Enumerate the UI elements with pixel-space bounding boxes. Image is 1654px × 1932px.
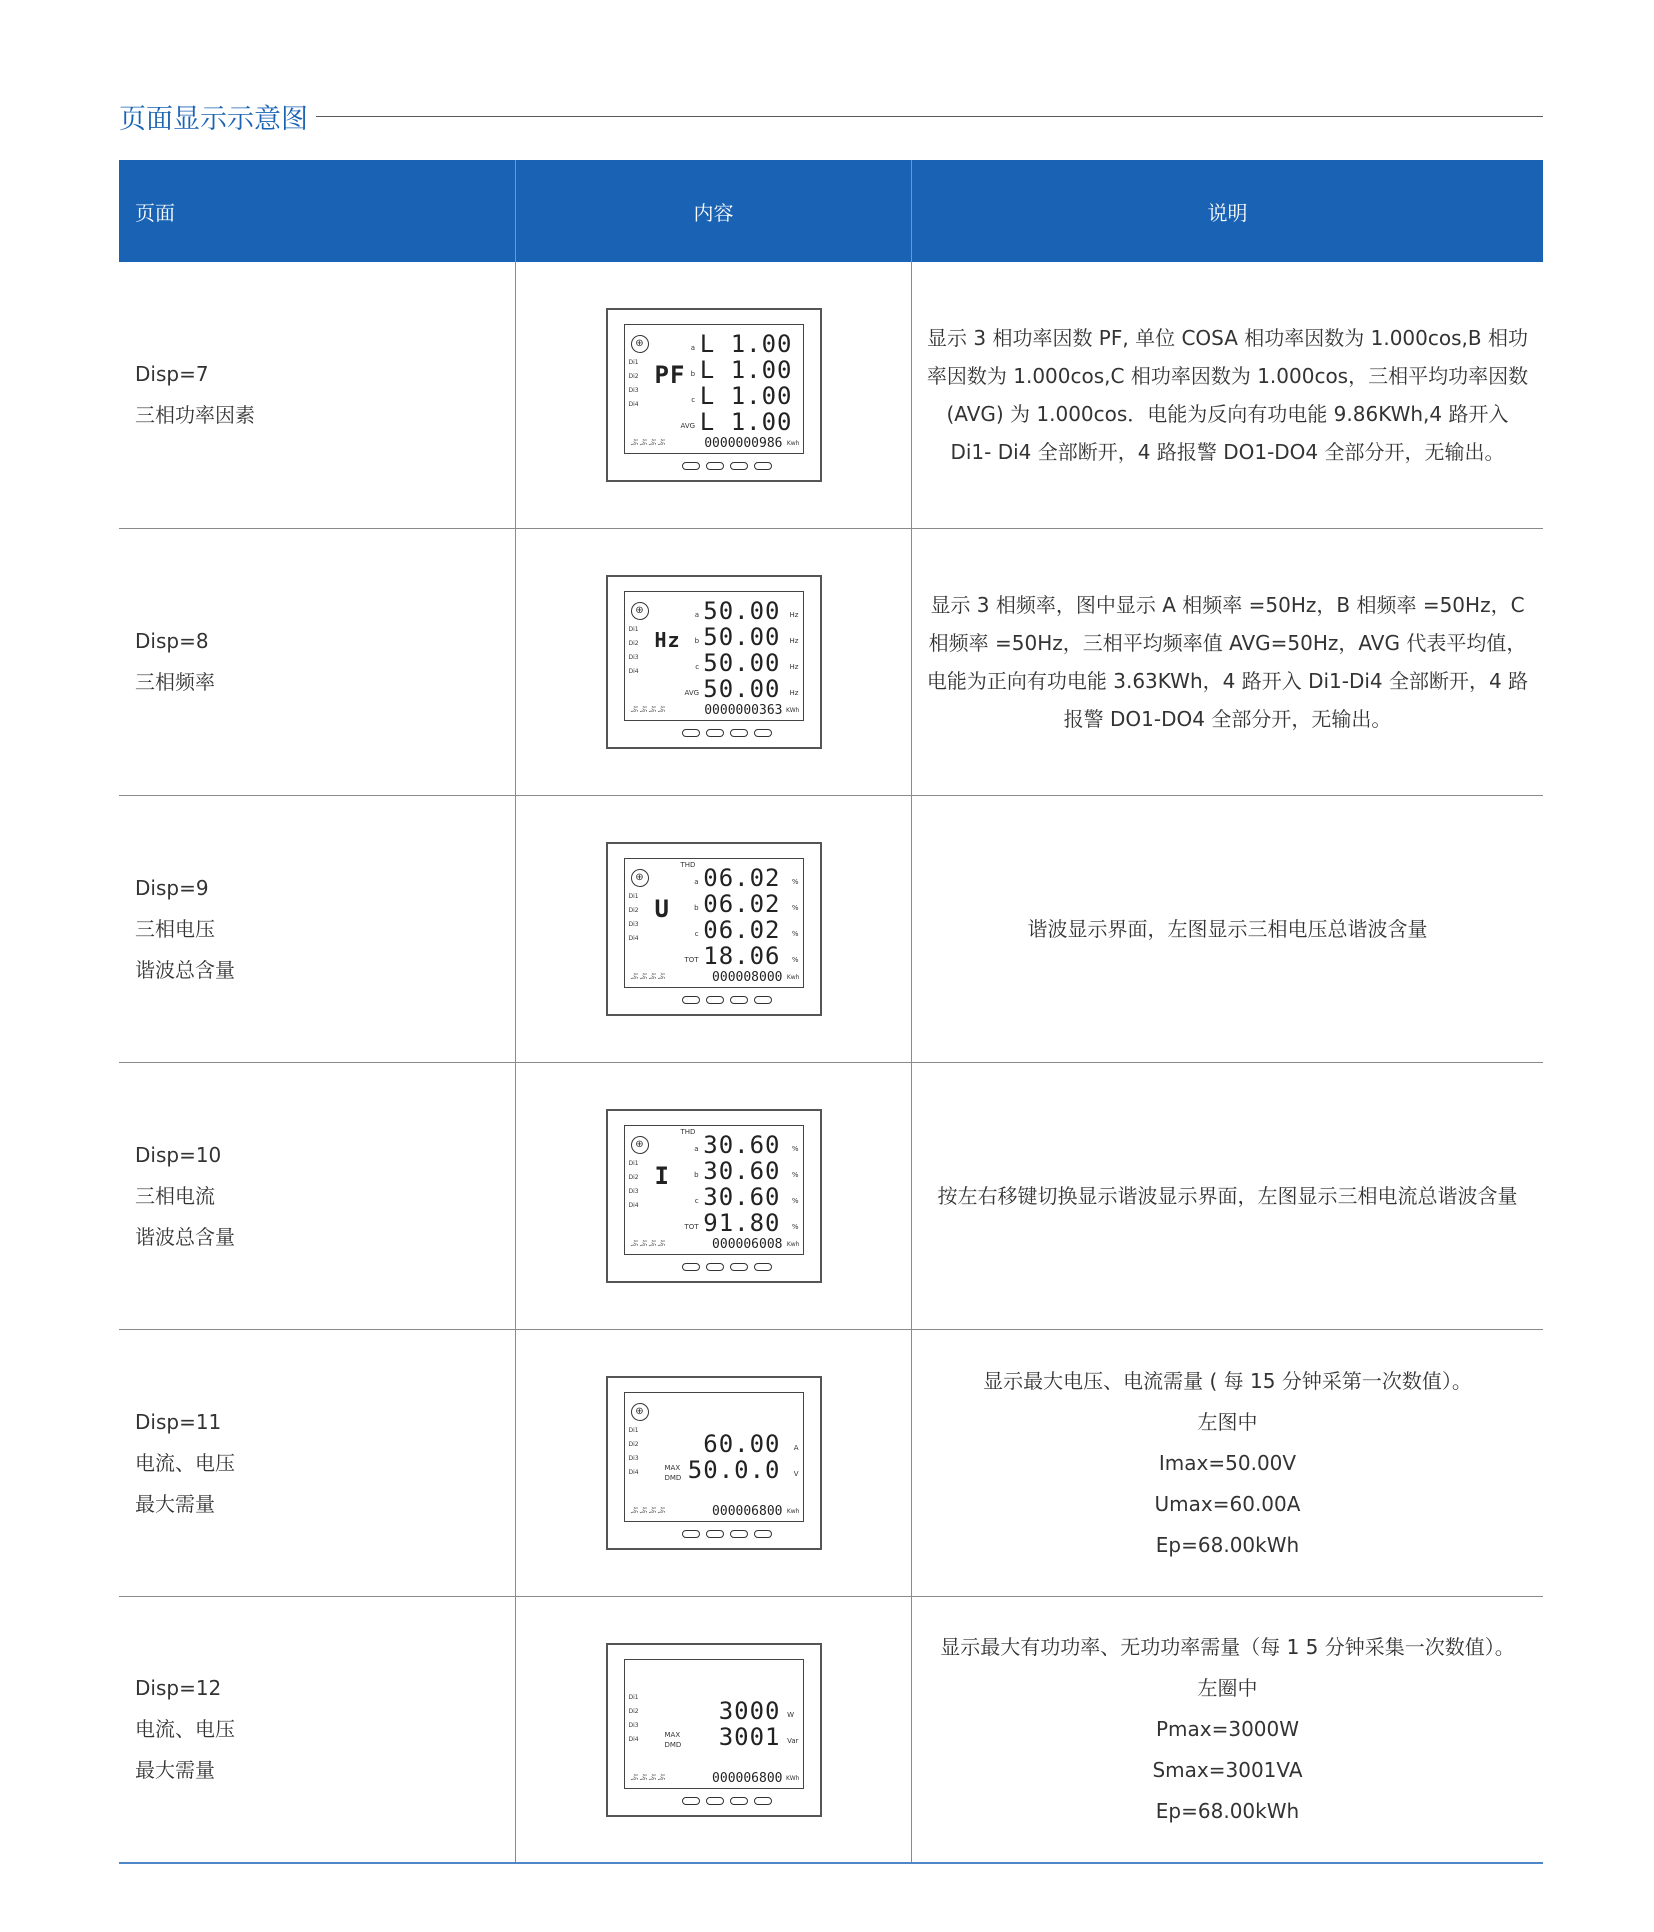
lcd-param: I: [654, 1162, 670, 1190]
lcd-value: 30.60: [703, 1157, 781, 1185]
di-label: Di3: [628, 921, 639, 928]
desc-cell: [911, 262, 1543, 528]
lcd-unit: %: [791, 1171, 799, 1179]
energy-unit: KWh: [786, 1774, 800, 1782]
page-id: Disp=9: [135, 875, 209, 900]
phase-labels: [685, 602, 700, 706]
lcd-screen: [624, 324, 804, 454]
page-cell: [119, 1330, 515, 1596]
left-key[interactable]: [682, 1797, 700, 1805]
description-line: 显示最大有功功率、无功功率需量（每 1 5 分钟采集一次数值）。: [940, 1635, 1515, 1659]
description: 显示 3 相频率，图中显示 A 相频率 =50Hz，B 相频率 =50Hz，C 相频率 =50Hz，三相平均频率值 AVG=50Hz，AVG 代表平均值，电能为正向有功电能 3.63KWh，4 路开入 Di1-Di4 全部断开，4 路报警 DO1-DO4 全部分开，无输出。: [926, 593, 1529, 731]
description-line: Imax=50.00V: [1158, 1450, 1297, 1475]
di-label: Di4: [628, 1469, 639, 1476]
menu-key[interactable]: [730, 1797, 748, 1805]
device-buttons: [682, 1530, 772, 1538]
lcd-value: 50.00: [703, 597, 781, 625]
lcd-unit: W: [787, 1710, 794, 1719]
desc-cell: [911, 529, 1543, 795]
di-label: Di2: [628, 373, 639, 380]
dmd-label: DMD: [664, 1740, 682, 1749]
di-indicators: [629, 359, 639, 408]
menu-key[interactable]: [730, 996, 748, 1004]
lcd-unit: Hz: [789, 663, 799, 671]
page-label: 三相功率因素: [135, 403, 255, 427]
enter-key[interactable]: [754, 729, 772, 737]
lcd-value: 30.60: [703, 1183, 781, 1211]
lcd-value: 06.02: [703, 864, 781, 892]
lcd-param: U: [654, 895, 670, 923]
description: 显示 3 相功率因数 PF, 单位 COSA 相功率因数为 1.000cos,B 相功率因数为 1.000cos,C 相功率因数为 1.000cos，三相平均功率因数 (AVG) 为 1.000cos．电能为反向有功电能 9.86KWh,4 路开入 Di1- Di4 全部断开，4 路报警 DO1-DO4 全部分开，无输出。: [926, 326, 1529, 464]
di-label: Di3: [628, 654, 639, 661]
lcd-unit: %: [791, 904, 799, 912]
do-icons: ぷぷぷぷ: [630, 1506, 667, 1515]
di-label: Di4: [628, 1735, 639, 1743]
table-row: [119, 1597, 1543, 1864]
di-label: Di1: [628, 359, 639, 366]
desc-cell: [911, 1330, 1543, 1596]
di-label: Di1: [628, 1693, 639, 1701]
lcd-energy: 0000000363: [704, 703, 783, 718]
page-id: Disp=11: [135, 1409, 222, 1434]
lcd-unit: %: [791, 878, 799, 886]
lcd-value: 06.02: [703, 890, 781, 918]
phase-labels: [685, 1136, 699, 1240]
lcd-param: Hz: [654, 628, 681, 652]
di-label: Di1: [628, 626, 639, 633]
phase-label: TOT: [684, 1223, 699, 1231]
di-indicators: [629, 1694, 639, 1743]
content-cell: [515, 529, 911, 795]
lcd-value: L 1.00: [699, 330, 793, 358]
content-cell: [515, 262, 911, 528]
page-cell: [119, 796, 515, 1062]
lcd-unit: Hz: [789, 637, 799, 645]
lcd-unit: Var: [787, 1736, 799, 1745]
right-key[interactable]: [706, 1530, 724, 1538]
comm-icon: ⊕: [631, 869, 649, 887]
table-row: [119, 529, 1543, 796]
menu-key[interactable]: [730, 1530, 748, 1538]
right-key[interactable]: [706, 1797, 724, 1805]
lcd-unit: A: [793, 1444, 799, 1452]
description: 按左右移键切换显示谐波显示界面，左图显示三相电流总谐波含量: [937, 1184, 1518, 1208]
description-line: 左圈中: [1197, 1676, 1258, 1700]
lcd-units: [794, 1435, 799, 1487]
phase-labels: [685, 869, 699, 973]
di-indicators: [629, 893, 639, 942]
max-label: MAX: [664, 1464, 681, 1472]
lcd-value: 3001: [718, 1722, 781, 1751]
menu-key[interactable]: [730, 1263, 748, 1271]
energy-unit: KWh: [786, 707, 800, 714]
left-key[interactable]: [682, 1263, 700, 1271]
lcd-unit: %: [791, 956, 799, 964]
enter-key[interactable]: [754, 1797, 772, 1805]
lcd-device: [606, 575, 822, 749]
page-label: 谐波总含量: [135, 1224, 235, 1249]
table-row: [119, 262, 1543, 529]
right-key[interactable]: [706, 729, 724, 737]
right-key[interactable]: [706, 462, 724, 470]
thd-label: THD: [680, 1128, 696, 1136]
do-icons: ぷぷぷぷ: [630, 705, 667, 714]
lcd-screen: [624, 858, 804, 988]
lcd-unit: Hz: [789, 689, 799, 697]
lcd-value: 91.80: [703, 1209, 781, 1237]
di-label: Di1: [628, 1160, 639, 1167]
page-id: Disp=7: [135, 362, 209, 386]
menu-key[interactable]: [730, 729, 748, 737]
page-id: Disp=10: [135, 1142, 222, 1167]
table-row: [119, 1063, 1543, 1330]
page-cell: [119, 262, 515, 528]
max-label: MAX: [664, 1730, 681, 1739]
lcd-screen: [624, 1392, 804, 1522]
page-label: 三相频率: [135, 670, 215, 694]
phase-label: a: [694, 1145, 699, 1153]
phase-label: TOT: [684, 956, 699, 964]
table-row: [119, 796, 1543, 1063]
description-line: Ep=68.00kWh: [1155, 1532, 1300, 1557]
lcd-unit: Hz: [789, 611, 799, 619]
section-title-row: [119, 96, 1543, 136]
lcd-value: L 1.00: [699, 356, 793, 384]
lcd-unit: %: [791, 1145, 799, 1153]
page-title: 页面显示示意图: [119, 103, 308, 135]
description-line: Smax=3001VA: [1152, 1758, 1303, 1782]
phase-label: b: [694, 904, 699, 912]
thd-label: THD: [680, 861, 696, 869]
lcd-screen: [624, 1659, 804, 1789]
lcd-value: 30.60: [703, 1131, 781, 1159]
di-label: Di2: [628, 1174, 639, 1181]
page-label: 电流、电压: [135, 1717, 235, 1741]
phase-label: a: [690, 344, 696, 352]
page-label: 谐波总含量: [135, 957, 235, 982]
phase-label: a: [694, 878, 699, 886]
left-key[interactable]: [682, 462, 700, 470]
page-label: 最大需量: [135, 1491, 215, 1516]
di-label: Di1: [628, 893, 639, 900]
page-label: 三相电压: [135, 916, 215, 941]
di-label: Di2: [628, 640, 639, 647]
lcd-device: [606, 842, 822, 1016]
do-icons: ぷぷぷぷ: [630, 972, 667, 981]
comm-icon: ⊕: [631, 1136, 649, 1154]
di-label: Di4: [628, 935, 639, 942]
phase-label: c: [694, 1197, 699, 1205]
lcd-value: 50.00: [703, 623, 781, 651]
table-row: [119, 1330, 1543, 1597]
phase-label: c: [694, 930, 699, 938]
enter-key[interactable]: [754, 462, 772, 470]
di-label: Di2: [628, 1707, 639, 1715]
lcd-screen: [624, 591, 804, 721]
lcd-values: [703, 598, 780, 702]
description-line: Ep=68.00kWh: [1155, 1799, 1300, 1823]
lcd-energy: 000006800: [712, 1504, 783, 1519]
content-cell: [515, 1597, 911, 1862]
phase-label: b: [694, 637, 700, 645]
phase-label: a: [694, 611, 700, 619]
di-label: Di3: [628, 1188, 639, 1195]
device-buttons: [682, 1263, 772, 1271]
di-indicators: [629, 1160, 639, 1209]
menu-key[interactable]: [730, 462, 748, 470]
description: [940, 1627, 1515, 1832]
description-line: Pmax=3000W: [1155, 1717, 1300, 1741]
di-label: Di3: [628, 1721, 639, 1729]
description-line: 显示最大电压、电流需量 ( 每 15 分钟采第一次数值）。: [983, 1368, 1472, 1393]
enter-key[interactable]: [754, 1530, 772, 1538]
do-icons: ぷぷぷぷ: [630, 1772, 667, 1782]
di-label: Di3: [628, 387, 639, 394]
right-key[interactable]: [706, 996, 724, 1004]
lcd-units: [792, 1136, 799, 1240]
di-indicators: [629, 626, 639, 675]
page-cell: [119, 1063, 515, 1329]
lcd-values: [700, 331, 793, 435]
di-label: Di4: [628, 401, 639, 408]
page-label: 电流、电压: [135, 1450, 235, 1475]
lcd-screen: [624, 1125, 804, 1255]
phase-label: AVG: [684, 689, 700, 697]
lcd-value: 06.02: [703, 916, 781, 944]
lcd-value: 50.00: [703, 675, 781, 703]
lcd-device: [606, 1643, 822, 1817]
page-id: Disp=8: [135, 629, 209, 653]
di-label: Di1: [628, 1427, 639, 1434]
lcd-unit: %: [791, 1197, 799, 1205]
enter-key[interactable]: [754, 996, 772, 1004]
header-page: 页面: [135, 200, 175, 225]
left-key[interactable]: [682, 729, 700, 737]
lcd-device: [606, 1376, 822, 1550]
lcd-energy: 0000000986: [704, 436, 783, 451]
page-cell: [119, 529, 515, 795]
page-cell: [119, 1597, 515, 1862]
lcd-value: L 1.00: [699, 408, 793, 436]
desc-cell: [911, 1597, 1543, 1862]
lcd-energy: 000006008: [712, 1237, 783, 1252]
phase-label: AVG: [680, 422, 696, 430]
energy-unit: Kwh: [786, 440, 800, 447]
page-label: 最大需量: [135, 1758, 215, 1782]
enter-key[interactable]: [754, 1263, 772, 1271]
content-cell: [515, 796, 911, 1062]
lcd-unit: V: [793, 1470, 799, 1478]
di-label: Di4: [628, 1202, 639, 1209]
left-key[interactable]: [682, 996, 700, 1004]
do-icons: ぷぷぷぷ: [630, 1239, 667, 1248]
table-header: [119, 160, 1543, 262]
energy-unit: Kwh: [786, 1241, 800, 1248]
device-buttons: [682, 996, 772, 1004]
description-line: Umax=60.00A: [1154, 1491, 1301, 1516]
comm-icon: ⊕: [631, 1403, 649, 1421]
di-label: Di4: [628, 668, 639, 675]
lcd-device: [606, 308, 822, 482]
page-id: Disp=12: [135, 1676, 222, 1700]
description: 谐波显示界面，左图显示三相电压总谐波含量: [1027, 917, 1428, 941]
phase-label: c: [691, 396, 696, 404]
lcd-value: 18.06: [703, 942, 781, 970]
di-label: Di2: [628, 907, 639, 914]
lcd-values: [688, 1431, 781, 1483]
di-indicators: [629, 1427, 639, 1476]
phase-label: b: [694, 1171, 699, 1179]
device-buttons: [682, 462, 772, 470]
content-cell: [515, 1063, 911, 1329]
page-label: 三相电流: [135, 1183, 215, 1208]
lcd-values: [719, 1698, 781, 1750]
header-content: 内容: [515, 160, 911, 262]
lcd-value: 3000: [718, 1696, 781, 1725]
left-key[interactable]: [682, 1530, 700, 1538]
do-icons: ぷぷぷぷ: [630, 438, 667, 447]
header-desc: 说明: [911, 160, 1543, 262]
comm-icon: ⊕: [631, 602, 649, 620]
lcd-device: [606, 1109, 822, 1283]
content-cell: [515, 1330, 911, 1596]
lcd-units: [790, 602, 799, 706]
di-label: Di2: [628, 1441, 639, 1448]
lcd-value: 60.00: [703, 1430, 781, 1458]
phase-label: c: [695, 663, 700, 671]
description: [983, 1361, 1472, 1566]
max-dmd-labels: [665, 1463, 682, 1483]
description-line: 左图中: [1197, 1409, 1258, 1434]
display-table: [119, 160, 1543, 1864]
comm-icon: ⊕: [631, 335, 649, 353]
lcd-value: 50.0.0: [687, 1456, 781, 1484]
lcd-energy: 000008000: [712, 970, 783, 985]
desc-cell: [911, 1063, 1543, 1329]
lcd-unit: %: [791, 930, 799, 938]
desc-cell: [911, 796, 1543, 1062]
dmd-label: DMD: [664, 1474, 682, 1482]
right-key[interactable]: [706, 1263, 724, 1271]
device-buttons: [682, 1797, 772, 1805]
lcd-value: L 1.00: [699, 382, 793, 410]
di-label: Di3: [628, 1455, 639, 1462]
energy-unit: Kwh: [786, 1508, 800, 1515]
lcd-value: 50.00: [703, 649, 781, 677]
max-dmd-labels: [665, 1730, 682, 1750]
lcd-units: [787, 1702, 798, 1754]
lcd-values: [703, 865, 780, 969]
energy-unit: Kwh: [786, 974, 800, 981]
lcd-param: PF: [654, 361, 686, 389]
phase-label: b: [690, 370, 696, 378]
lcd-values: [703, 1132, 780, 1236]
phase-labels: [681, 335, 696, 439]
lcd-energy: 000006800: [712, 1770, 783, 1786]
title-divider: [316, 116, 1543, 117]
device-buttons: [682, 729, 772, 737]
lcd-units: [792, 869, 799, 973]
lcd-unit: %: [791, 1223, 799, 1231]
